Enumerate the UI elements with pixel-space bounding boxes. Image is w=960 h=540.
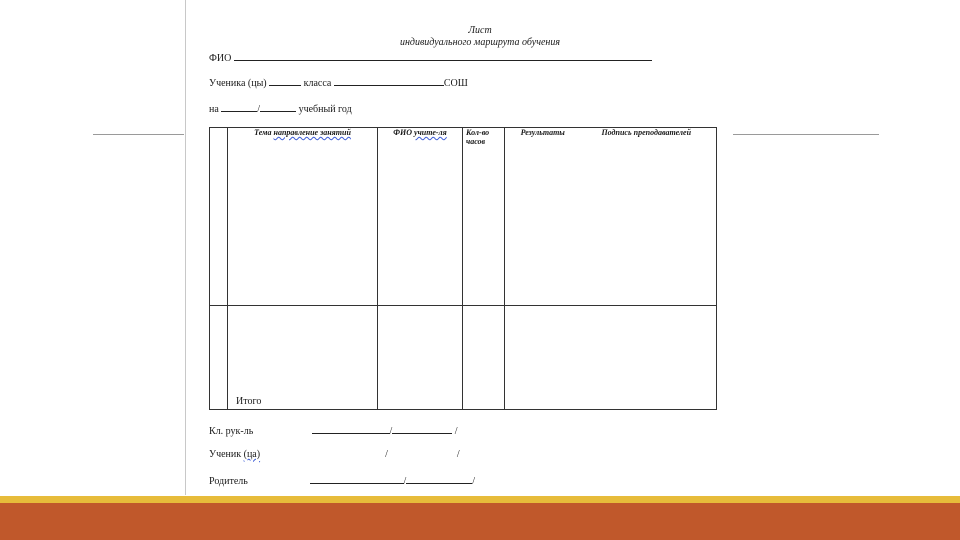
footer-accent-stripe <box>0 496 960 503</box>
row-number-cell[interactable] <box>210 306 228 410</box>
fio-blank[interactable] <box>234 51 652 61</box>
school-label: СОШ <box>443 78 468 89</box>
header-teacher <box>378 128 463 306</box>
school-year-line <box>209 102 352 116</box>
parent-sign-end-slash: / <box>472 476 476 487</box>
teacher-signature-line <box>209 424 458 438</box>
header-topic-underlined: направление занятий <box>273 128 351 137</box>
year-end-blank[interactable] <box>260 102 296 112</box>
year-suffix: учебный год <box>298 104 352 115</box>
teacher-sign-label: Кл. рук-ль <box>209 426 254 437</box>
student-sign-end-slash: / <box>456 449 460 460</box>
teacher-name-blank[interactable] <box>392 424 452 434</box>
student-blank[interactable] <box>269 76 301 86</box>
teacher-sign-blank[interactable] <box>312 424 390 434</box>
header-topic-prefix: Тема <box>254 128 272 137</box>
hours-cell[interactable] <box>463 306 505 410</box>
result-cell[interactable] <box>505 306 577 410</box>
header-result: Результаты <box>505 128 577 306</box>
table-row <box>210 306 717 410</box>
fio-label: ФИО <box>209 53 232 64</box>
header-signature: Подпись преподавателей <box>577 128 717 306</box>
route-table <box>209 127 717 410</box>
student-sign-slash: / <box>385 449 388 460</box>
class-blank[interactable] <box>334 76 444 86</box>
teacher-sign-end-slash: / <box>454 426 458 437</box>
student-class-line <box>209 76 468 90</box>
signature-cell[interactable] <box>577 306 717 410</box>
teacher-sign-slash: / <box>389 426 393 437</box>
student-sign-underlined: (ца) <box>243 449 261 460</box>
year-prefix: на <box>209 104 219 115</box>
right-slide-rule <box>733 134 879 135</box>
parent-sign-slash: / <box>403 476 407 487</box>
row-number-cell[interactable] <box>210 128 228 306</box>
parent-name-blank[interactable] <box>406 474 472 484</box>
sheet-subtitle: индивидуального маршрута обучения <box>399 37 561 48</box>
class-label: класса <box>303 78 332 89</box>
parent-sign-blank[interactable] <box>310 474 404 484</box>
header-hours: Кол-во часов <box>463 128 505 306</box>
teacher-cell[interactable] <box>378 306 463 410</box>
year-slash: / <box>257 104 261 115</box>
sheet-title: Лист <box>468 25 492 36</box>
header-teacher-prefix: ФИО <box>393 128 413 137</box>
year-start-blank[interactable] <box>221 102 257 112</box>
footer-bar <box>0 503 960 540</box>
fio-line <box>209 51 652 65</box>
parent-signature-line <box>209 474 475 488</box>
header-topic <box>228 128 378 306</box>
total-label: Итого <box>236 396 262 407</box>
student-sign-prefix: Ученик <box>209 449 242 460</box>
header-teacher-underlined: учите-ля <box>414 128 447 137</box>
student-signature-line <box>209 449 460 461</box>
left-slide-rule <box>93 134 184 135</box>
student-label: Ученика (цы) <box>209 78 267 89</box>
parent-sign-label: Родитель <box>209 476 248 487</box>
total-cell[interactable] <box>228 306 378 410</box>
document-page-edge <box>185 0 186 495</box>
table-row <box>210 128 717 306</box>
